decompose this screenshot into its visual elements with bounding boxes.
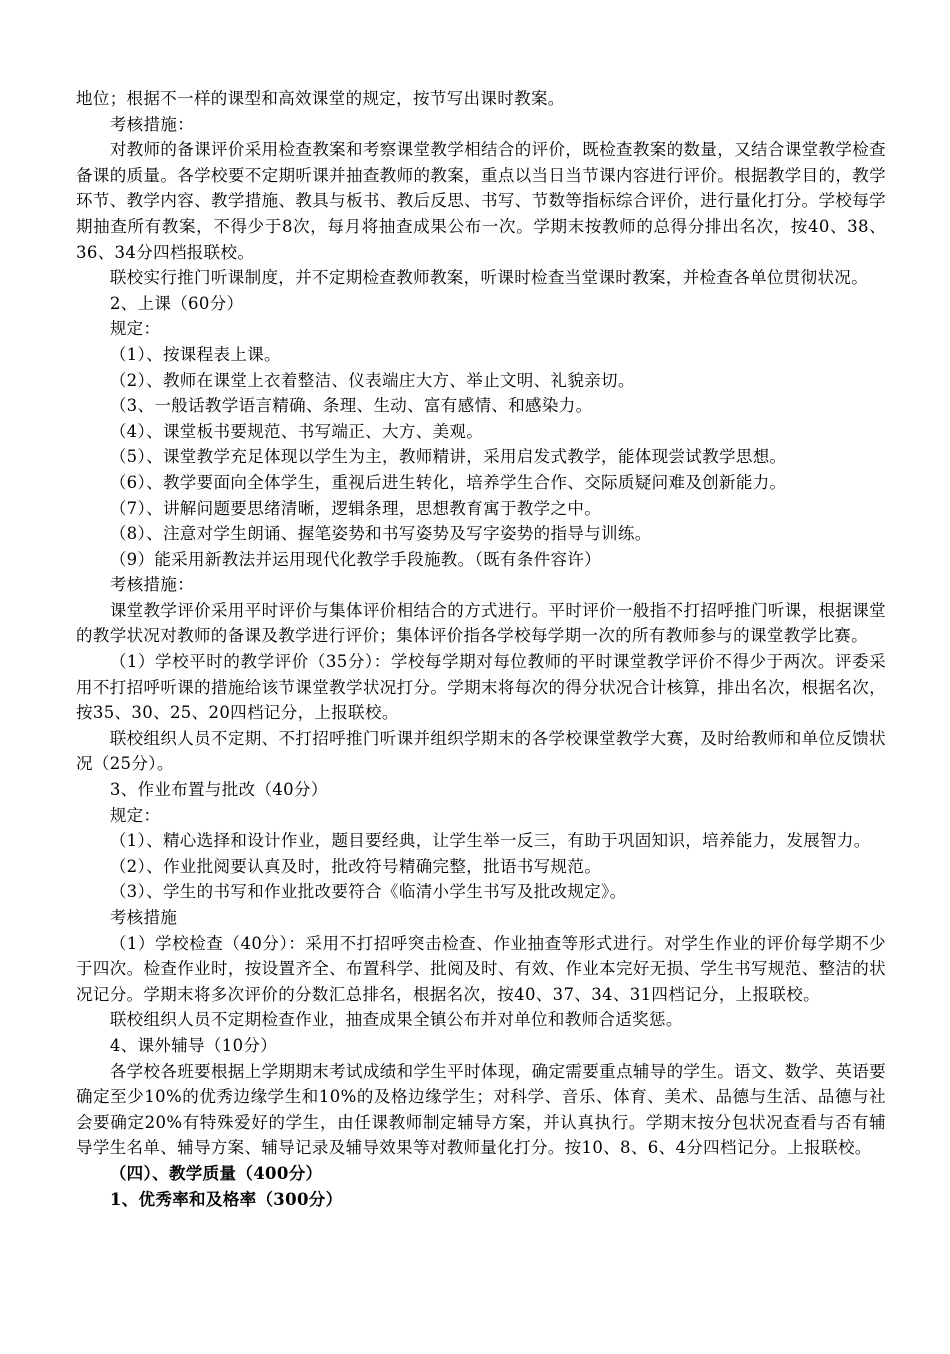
subsection-pass-rate-heading: 1、优秀率和及格率（300分） bbox=[109, 1189, 343, 1209]
heading-rules-2: 规定： bbox=[109, 805, 161, 825]
section-homework-heading: 3、作业布置与批改（40分） bbox=[109, 780, 328, 800]
rule-item-4: （4）、课堂板书要规范、书写端正、大方、美观。 bbox=[109, 421, 484, 441]
section-tutoring-heading: 4、课外辅导（10分） bbox=[109, 1035, 278, 1055]
homework-rule-1: （1）、精心选择和设计作业，题目要经典，让学生举一反三，有助于巩固知识，培养能力，发展智力。 bbox=[109, 831, 871, 851]
section-teaching-heading: 2、上课（60分） bbox=[109, 293, 244, 313]
heading-assessment-1: 考核措施： bbox=[109, 114, 195, 134]
document-page bbox=[76, 86, 886, 1212]
paragraph-homework-check: （1）学校检查（40分）：采用不打招呼突击检查、作业抽查等形式进行。对学生作业的评价每学期不少于四次。检查作业时，按设置齐全、布置科学、批阅及时、有效、作业本完好无损、学生书写规范、整洁的状况记分。学期末将多次评价的分数汇总排名，根据名次，按40、37、34、31四档记分，上报联校。 bbox=[76, 933, 886, 1004]
rule-item-7: （7）、讲解问题要思绪清晰，逻辑条理，思想教育寓于教学之中。 bbox=[109, 498, 602, 518]
rule-item-1: （1）、按课程表上课。 bbox=[109, 344, 281, 364]
paragraph-school-regular-evaluation: （1）学校平时的教学评价（35分）：学校每学期对每位教师的平时课堂教学评价不得少于两次。评委采用不打招呼听课的措施给该节课堂教学状况打分。学期末将每次的得分状况合计核算，排出名次，根据名次，按35、30、25、20四档记分，上报联校。 bbox=[76, 652, 886, 723]
paragraph-lesson-plan-evaluation: 对教师的备课评价采用检查教案和考察课堂教学相结合的评价，既检查教案的数量，又结合课堂教学检查备课的质量。各学校要不定期听课并抽查教师的教案，重点以当日当节课内容进行评价。根据教学目的，教学环节、教学内容、教学措施、教具与板书、教后反思、书写、节数等指标综合评价，进行量化打分。学校每学期抽查所有教案，不得少于8次，每月将抽查成果公布一次。学期末按教师的总得分排出名次，按40、38、36、34分四档报联校。 bbox=[76, 140, 886, 262]
paragraph-classroom-evaluation: 课堂教学评价采用平时评价与集体评价相结合的方式进行。平时评价一般指不打招呼推门听课，根据课堂的教学状况对教师的备课及教学进行评价；集体评价指各学校每学期一次的所有教师参与的课堂教学比赛。 bbox=[76, 600, 886, 646]
heading-assessment-2: 考核措施： bbox=[109, 575, 195, 595]
paragraph-union-school-contest: 联校组织人员不定期、不打招呼推门听课并组织学期末的各学校课堂教学大赛，及时给教师和单位反馈状况（25分）。 bbox=[76, 728, 886, 774]
paragraph-union-school-homework: 联校组织人员不定期检查作业，抽查成果全镇公布并对单位和教师合适奖惩。 bbox=[109, 1010, 683, 1030]
rule-item-2: （2）、教师在课堂上衣着整洁、仪表端庄大方、举止文明、礼貌亲切。 bbox=[109, 370, 635, 390]
homework-rule-3: （3）、学生的书写和作业批改要符合《临清小学生书写及批改规定》。 bbox=[109, 882, 627, 902]
heading-assessment-3: 考核措施 bbox=[109, 908, 178, 927]
paragraph-1: 地位；根据不一样的课型和高效课堂的规定，按节写出课时教案。 bbox=[76, 89, 565, 108]
rule-item-6: （6）、教学要面向全体学生，重视后进生转化，培养学生合作、交际质疑问难及创新能力。 bbox=[109, 472, 787, 492]
rule-item-9: （9）能采用新教法并运用现代化教学手段施教。（既有条件容许） bbox=[109, 549, 602, 569]
section-teaching-quality-heading: （四）、教学质量（400分） bbox=[109, 1163, 323, 1183]
rule-item-3: （3、一般话教学语言精确、条理、生动、富有感情、和感染力。 bbox=[109, 396, 593, 416]
paragraph-union-school-check: 联校实行推门听课制度，并不定期检查教师教案，听课时检查当堂课时教案，并检查各单位贯彻状况。 bbox=[109, 268, 869, 288]
rule-item-8: （8）、注意对学生朗诵、握笔姿势和书写姿势及写字姿势的指导与训练。 bbox=[109, 524, 652, 544]
heading-rules-1: 规定： bbox=[109, 319, 161, 339]
homework-rule-2: （2）、作业批阅要认真及时，批改符号精确完整，批语书写规范。 bbox=[109, 856, 602, 876]
paragraph-tutoring: 各学校各班要根据上学期期末考试成绩和学生平时体现，确定需要重点辅导的学生。语文、数学、英语要确定至少10%的优秀边缘学生和10%的及格边缘学生；对科学、音乐、体育、美术、品德与生活、品德与社会要确定20%有特殊爱好的学生，由任课教师制定辅导方案，并认真执行。学期末按分包状况查看与否有辅导学生名单、辅导方案、辅导记录及辅导效果等对教师量化打分。按10、8、6、4分四档记分。上报联校。 bbox=[76, 1061, 886, 1158]
rule-item-5: （5）、课堂教学充足体现以学生为主，教师精讲，采用启发式教学，能体现尝试教学思想。 bbox=[109, 447, 787, 467]
